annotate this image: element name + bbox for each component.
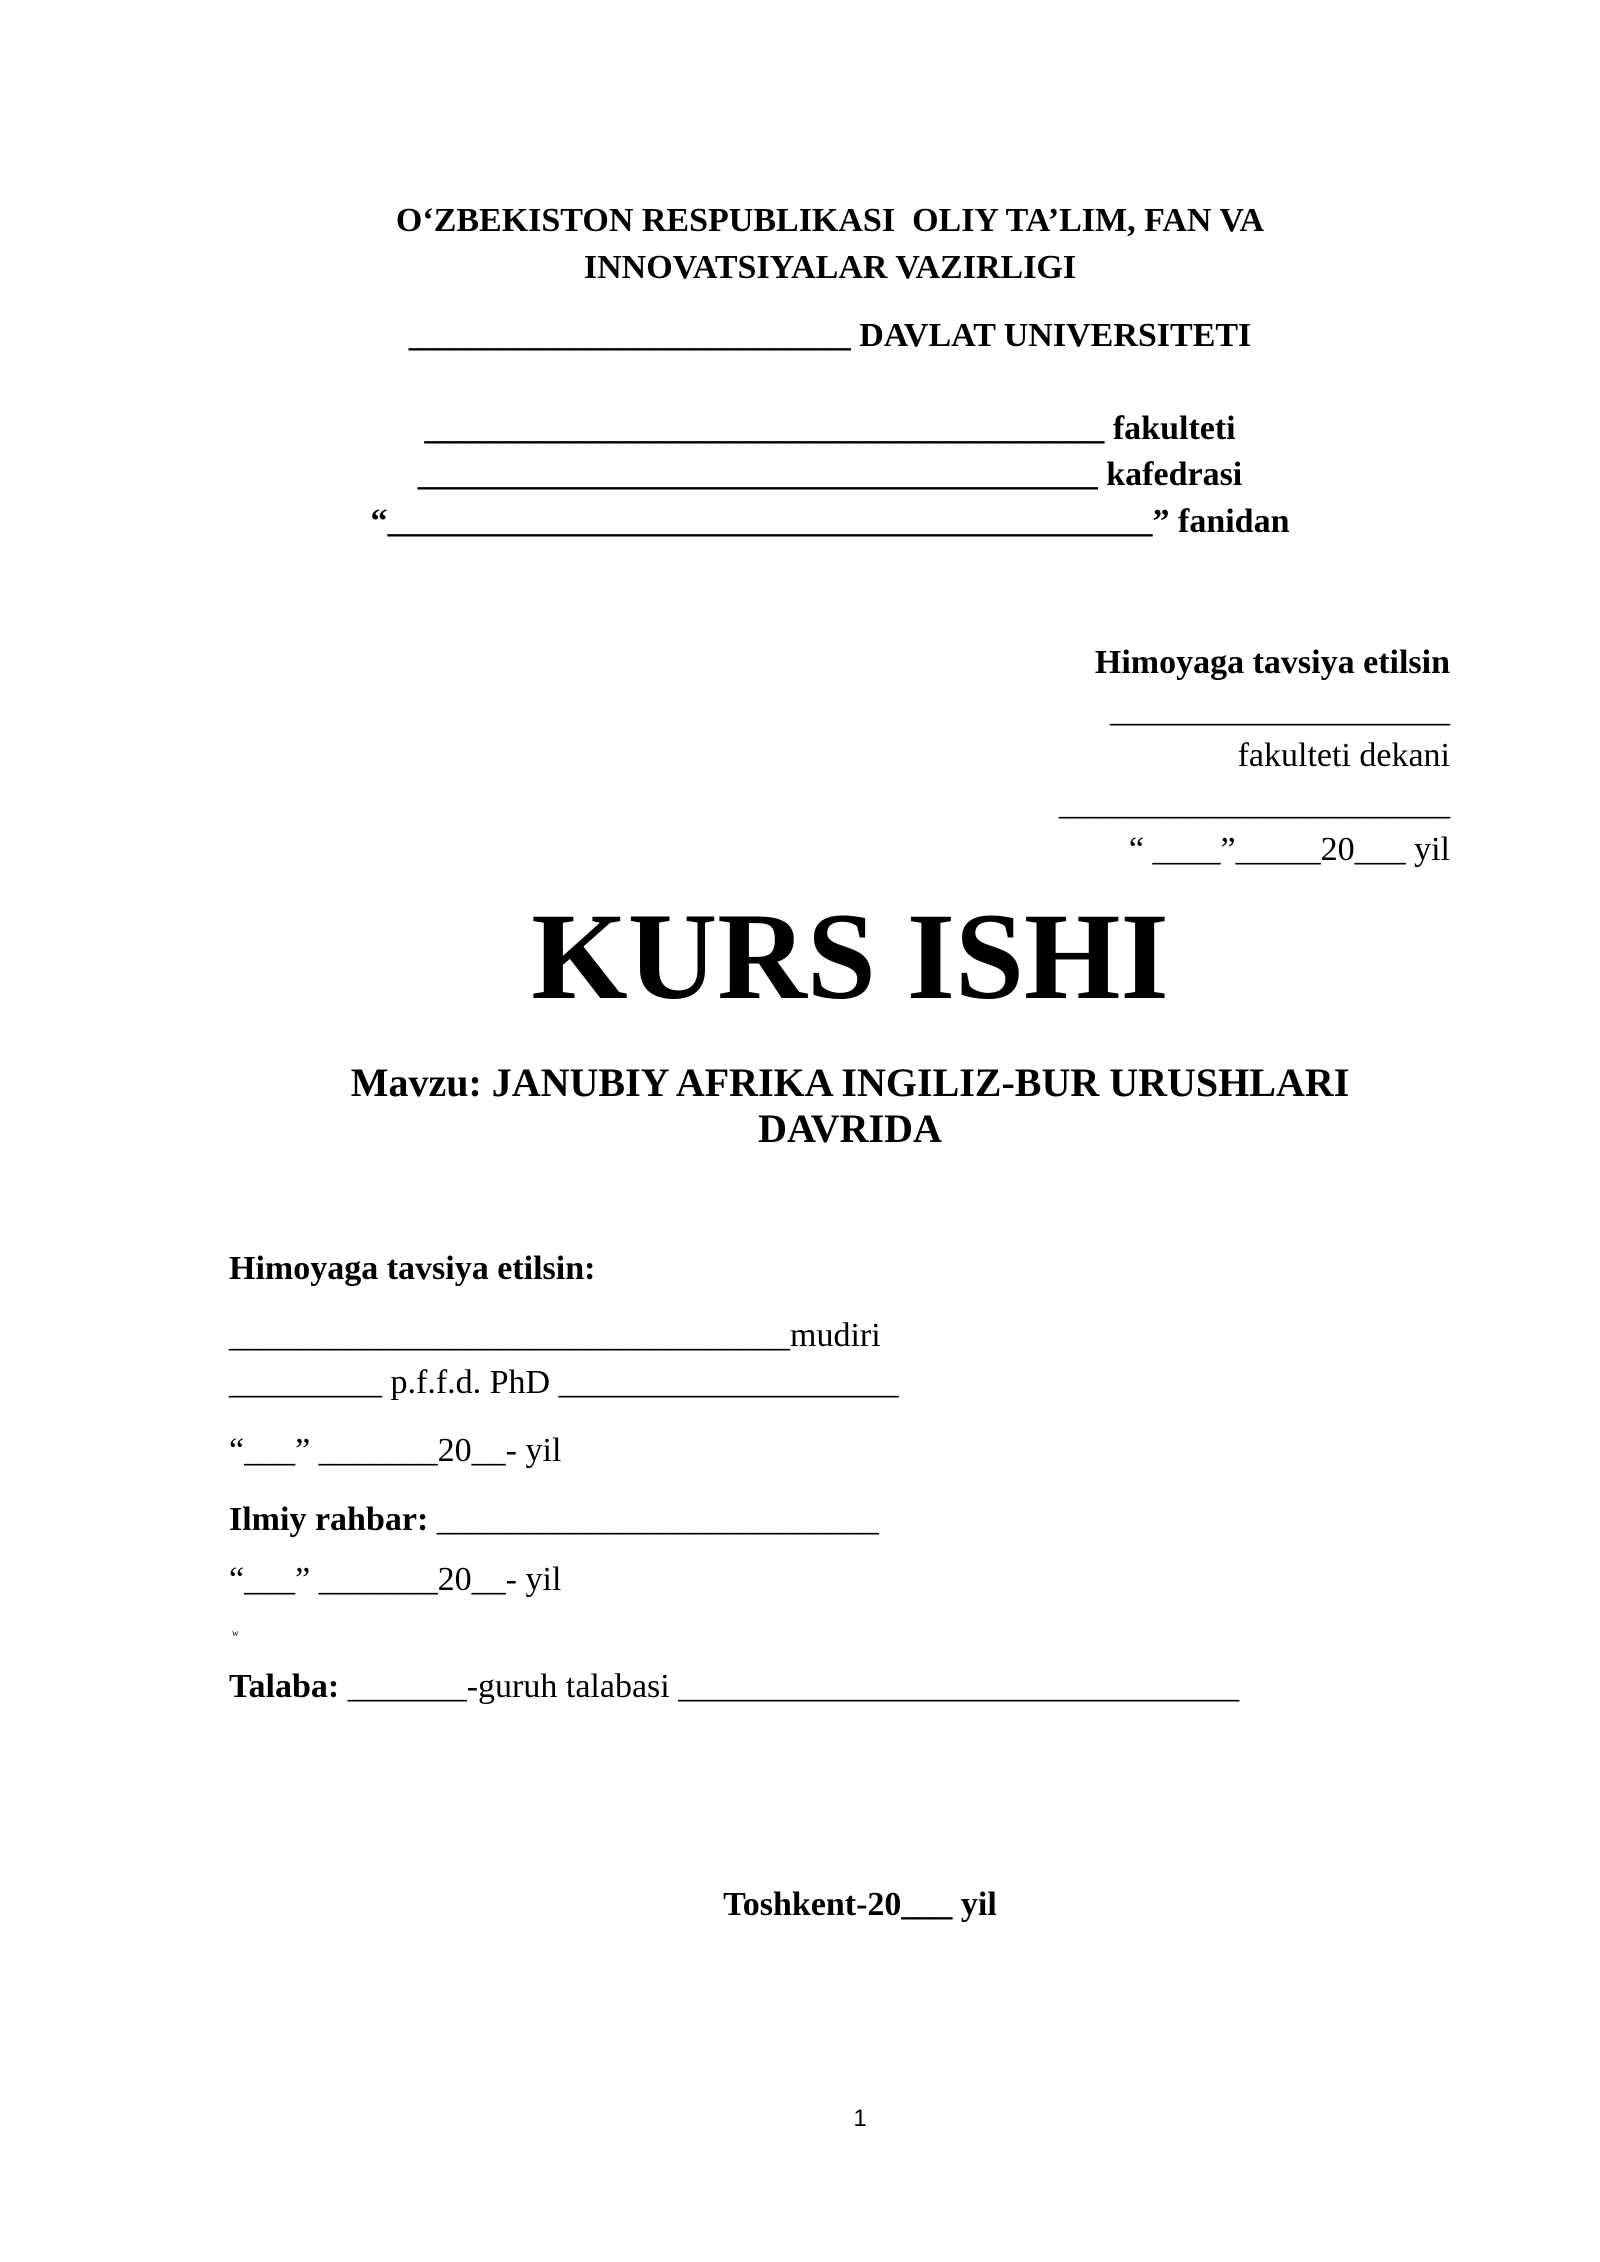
tiny-mark: w [232, 1628, 239, 1638]
student-line [229, 1664, 1239, 1710]
head-approval-date: “___” _______20__- yil [229, 1432, 562, 1469]
supervisor-line [229, 1497, 879, 1543]
dean-date: “ ____”_____20___ yil [1128, 831, 1450, 868]
dean-blank-2: _______________________ [1059, 785, 1450, 822]
supervisor-date: “___” _______20__- yil [229, 1561, 562, 1598]
page-number: 1 [853, 2105, 867, 2132]
degree-line: _________ p.f.f.d. PhD ____________________ [229, 1364, 899, 1401]
city-year: Toshkent-20___ yil [723, 1886, 997, 1923]
topic-heading [250, 1060, 1450, 1152]
topic-line-2: DAVRIDA [758, 1106, 942, 1151]
department-line: ________________________________________ kafedrasi [417, 456, 1243, 493]
supervisor-blank: __________________________ [428, 1501, 879, 1538]
dean-approval-heading: Himoyaga tavsiya etilsin [1094, 644, 1450, 681]
dean-role: fakulteti dekani [1237, 737, 1450, 774]
ministry-line-2: INNOVATSIYALAR VAZIRLIGI [583, 249, 1077, 286]
head-approval-heading: Himoyaga tavsiya etilsin: [229, 1250, 596, 1287]
subject-line: “_____________________________________________” fanidan [370, 503, 1290, 540]
topic-line-1: Mavzu: JANUBIY AFRIKA INGILIZ-BUR URUSHLARI [350, 1060, 1350, 1105]
dean-blank-1: ____________________ [1110, 692, 1450, 729]
ministry-heading [200, 197, 1460, 291]
university-line: __________________________ DAVLAT UNIVERSITETI [408, 317, 1252, 354]
head-line: _________________________________mudiri [229, 1317, 881, 1354]
faculty-line: ________________________________________ fakulteti [424, 410, 1236, 447]
student-label: Talaba: [229, 1668, 340, 1705]
supervisor-label: Ilmiy rahbar: [229, 1501, 429, 1538]
document-title: KURS ISHI [531, 888, 1169, 1025]
ministry-line-1: O‘ZBEKISTON RESPUBLIKASI OLIY TA’LIM, FAN VA [395, 202, 1265, 239]
student-text: _______-guruh talabasi _________________________________ [339, 1668, 1240, 1705]
